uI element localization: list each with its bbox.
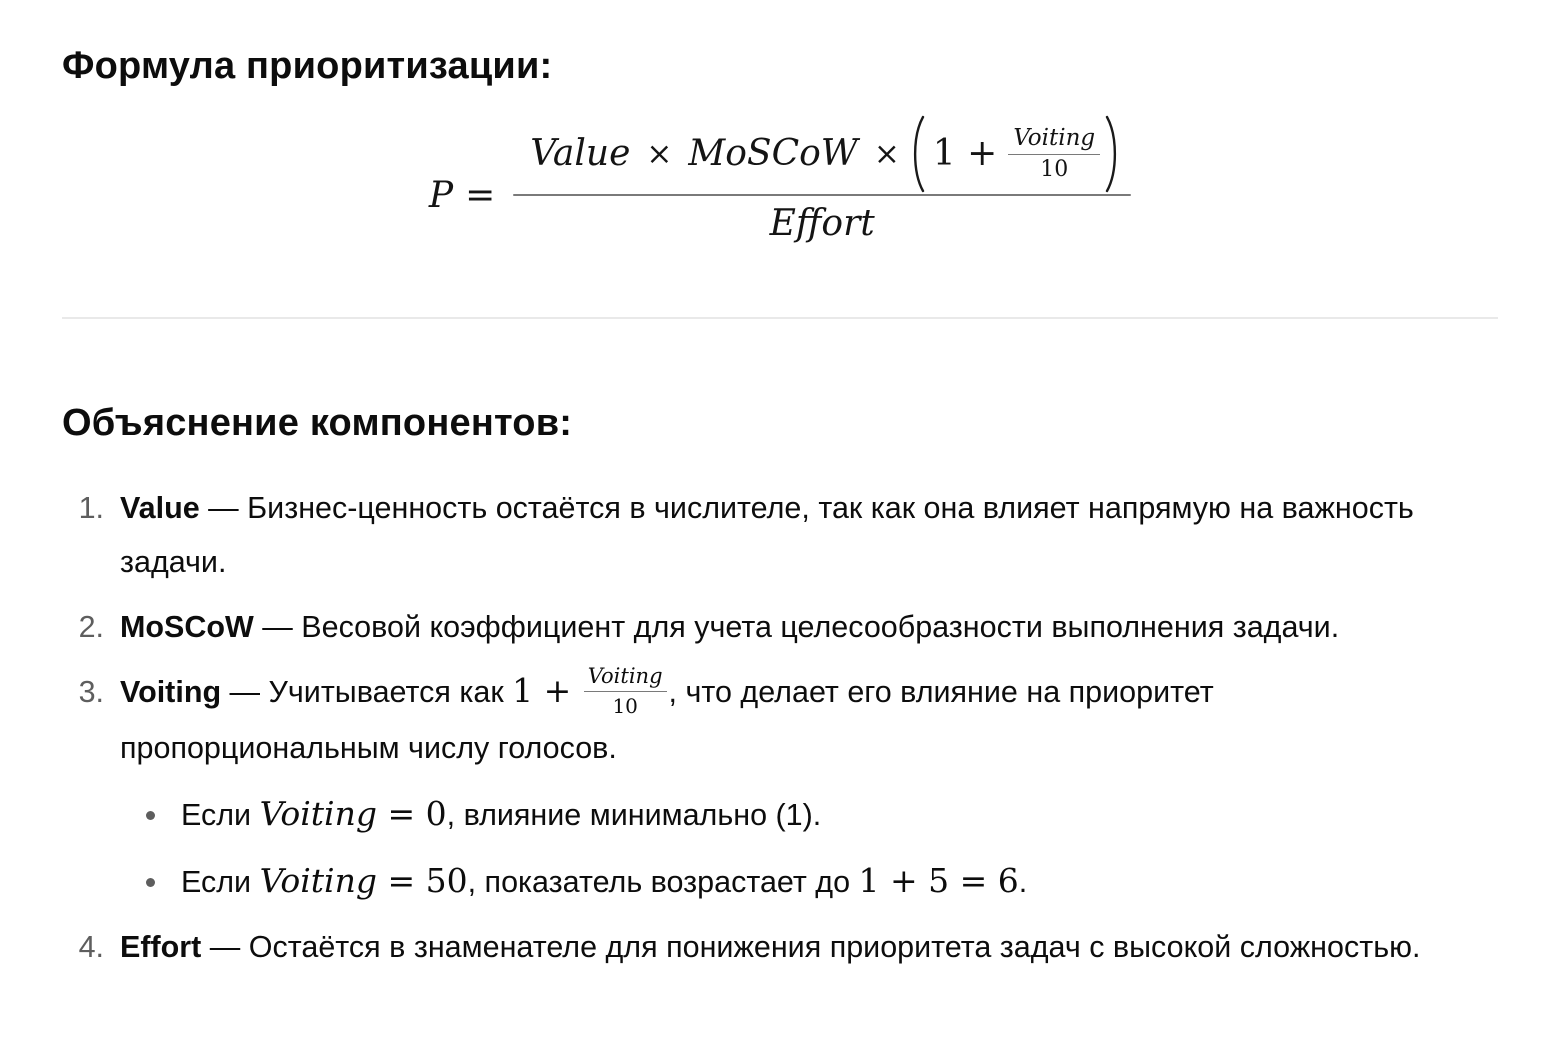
list-item — [62, 600, 1498, 654]
math-var-moscow: MoSCoW — [688, 133, 858, 174]
list-marker: 3. — [78, 675, 104, 709]
term-moscow: MoSCoW — [120, 610, 254, 644]
math-var-voiting: Voiting — [259, 794, 377, 834]
components-list — [62, 481, 1498, 974]
item-description: — Весовой коэффициент для учета целесообразности выполнения задачи. — [253, 610, 1340, 644]
bullet-pre: Если — [181, 865, 260, 900]
multiply-sign: × — [873, 136, 900, 172]
bullet-icon — [146, 811, 155, 820]
multiply-sign: × — [646, 136, 673, 172]
list-item — [62, 481, 1498, 589]
item-description: — Учитывается как — [221, 675, 513, 709]
term-effort: Effort — [120, 930, 202, 965]
list-marker: 1. — [78, 491, 104, 525]
item-description: — Остаётся в знаменателе для понижения приоритета задач с высокой сложностью. — [201, 930, 1421, 965]
close-paren — [1104, 114, 1121, 194]
bullet-text — [181, 788, 821, 842]
bullet-pre: Если — [181, 798, 260, 833]
list-item — [62, 665, 1498, 909]
list-item-text — [120, 600, 1498, 654]
term-voiting: Voiting — [120, 675, 222, 709]
math-var-voiting: Voiting — [259, 861, 377, 901]
math-one-plus: 1 + — [932, 133, 998, 174]
list-item-text — [120, 481, 1498, 589]
bullet-item — [120, 855, 1498, 909]
math-num-ten: 10 — [1040, 157, 1069, 183]
math-var-p: P — [428, 174, 454, 216]
list-item-text — [120, 920, 1498, 974]
bullet-post: , влияние минимально (1). — [446, 798, 822, 833]
bullet-icon — [146, 878, 155, 887]
components-section-heading: Объяснение компонентов: — [62, 402, 573, 444]
fraction-numerator — [513, 114, 1131, 194]
display-formula — [62, 114, 1498, 277]
item-description: , что делает его влияние на приоритет пропорциональным числу голосов. — [120, 675, 1214, 766]
list-marker: 2. — [78, 610, 104, 644]
item-description: — Бизнес-ценность остаётся в числителе, так как она влияет напрямую на важность задачи. — [120, 491, 1414, 579]
bullet-mid: , показатель возрастает до — [467, 865, 859, 900]
math-equation: = 50 — [376, 861, 468, 901]
math-equation: = 0 — [376, 794, 447, 834]
bullet-post: . — [1018, 865, 1028, 900]
document — [0, 46, 1560, 974]
term-value: Value — [120, 491, 200, 525]
math-equation: 1 + 5 = 6 — [858, 861, 1019, 901]
list-marker: 4. — [78, 930, 104, 965]
inline-math-one-plus: 1 + — [512, 671, 582, 710]
main-fraction — [513, 114, 1131, 277]
nested-fraction — [1008, 125, 1100, 184]
inline-fraction — [584, 664, 667, 719]
bullet-item — [120, 788, 1498, 842]
math-num-ten: 10 — [612, 694, 638, 719]
math-var-value: Value — [530, 133, 631, 174]
list-item — [62, 920, 1498, 974]
math-var-voiting: Voiting — [1013, 124, 1096, 151]
math-equals: = — [465, 174, 496, 216]
formula-section-heading: Формула приоритизации: — [62, 45, 553, 87]
list-item-text — [120, 665, 1498, 909]
math-var-voiting: Voiting — [587, 663, 663, 688]
section-divider — [62, 317, 1498, 319]
math-var-effort: Effort — [769, 203, 875, 244]
bullet-text — [181, 855, 1027, 909]
open-paren — [909, 114, 926, 194]
formula-lhs — [429, 174, 495, 218]
